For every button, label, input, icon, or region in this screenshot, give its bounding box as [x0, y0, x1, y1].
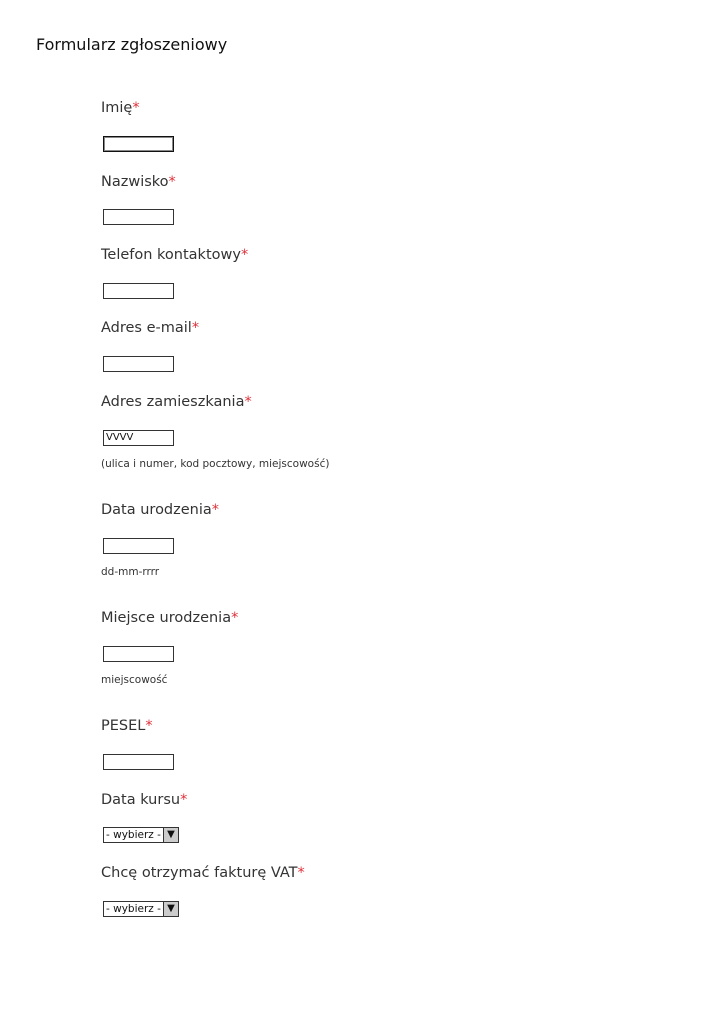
field-label: Data kursu* — [101, 792, 188, 808]
address-hint: (ulica i numer, kod pocztowy, miejscowość) — [101, 458, 330, 470]
vat-invoice-select[interactable] — [103, 901, 179, 917]
field-email — [101, 318, 199, 338]
field-address — [101, 392, 330, 470]
field-label: Adres e-mail* — [101, 320, 200, 336]
field-pesel — [101, 716, 153, 736]
field-label: Imię* — [101, 100, 140, 116]
last-name-input[interactable] — [103, 209, 174, 225]
required-marker: * — [240, 247, 249, 263]
required-marker: * — [244, 394, 252, 410]
required-marker: * — [168, 174, 176, 190]
email-input[interactable] — [103, 356, 174, 372]
field-birth-place — [101, 608, 239, 686]
address-input[interactable] — [103, 430, 174, 446]
birth-date-hint: dd-mm-rrrr — [101, 566, 160, 578]
required-marker: * — [211, 502, 220, 518]
field-label: PESEL* — [101, 718, 153, 734]
field-phone — [101, 245, 248, 265]
field-label: Miejsce urodzenia* — [101, 610, 239, 626]
phone-input[interactable] — [103, 283, 174, 299]
vat-invoice-selected: - wybierz - — [106, 903, 161, 915]
course-date-selected: - wybierz - — [106, 829, 161, 841]
field-vat-invoice — [101, 863, 305, 915]
field-label: Adres zamieszkania* — [101, 394, 252, 410]
course-date-select[interactable] — [103, 827, 179, 843]
required-marker: * — [231, 610, 239, 626]
field-last-name — [101, 172, 176, 192]
first-name-input[interactable] — [103, 136, 174, 152]
field-first-name — [101, 98, 140, 118]
required-marker: * — [191, 320, 200, 336]
required-marker: * — [132, 100, 140, 116]
page-title: Formularz zgłoszeniowy — [36, 35, 228, 54]
pesel-input[interactable] — [103, 754, 174, 770]
birth-date-input[interactable] — [103, 538, 174, 554]
field-course-date — [101, 790, 188, 841]
field-birth-date — [101, 500, 220, 578]
field-label: Data urodzenia* — [101, 502, 220, 518]
field-label: Telefon kontaktowy* — [101, 247, 249, 263]
required-marker: * — [180, 792, 188, 808]
field-label: Chcę otrzymać fakturę VAT* — [101, 865, 305, 881]
birth-place-hint: miejscowość — [101, 674, 168, 686]
chevron-down-icon[interactable]: ▼ — [163, 902, 178, 916]
required-marker: * — [297, 865, 305, 881]
required-marker: * — [145, 718, 153, 734]
chevron-down-icon[interactable]: ▼ — [163, 828, 178, 842]
birth-place-input[interactable] — [103, 646, 174, 662]
field-label: Nazwisko* — [101, 174, 176, 190]
